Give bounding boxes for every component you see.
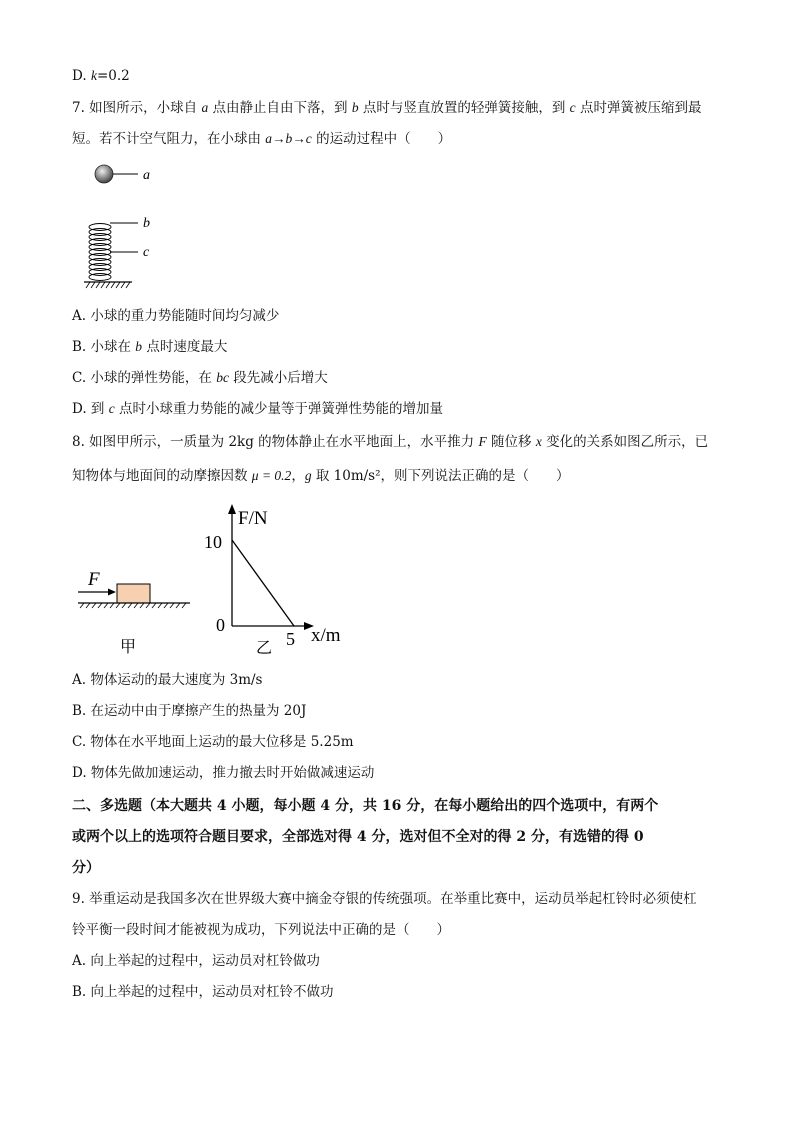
text: 取 10m/s²，则下列说法正确的是（ ） [311,468,570,484]
ball [95,165,113,183]
text: 段先减小后增大 [228,370,328,386]
text: C. 物体在水平地面上运动的最大位移是 5.25m [72,734,354,750]
text: B. 小球在 [72,339,136,355]
variable-g: g [304,468,312,483]
text: 点由静止自由下落，到 [208,100,352,116]
q8-stem-line1 [72,432,708,452]
variable-c: c [569,100,576,115]
label-c: c [143,245,150,260]
text: 二、多选题（本大题共 4 小题，每小题 4 分，共 16 分，在每小题给出的四个选项中，有两个 [72,798,659,814]
text: 7. 如图所示，小球自 [72,100,202,116]
section-heading-line1 [72,796,658,816]
figure-caption-jia: 甲 [120,637,137,656]
label-a: a [143,168,150,183]
text: 分） [72,860,100,876]
q7-option-c [72,368,328,388]
y-tick-label: 10 [204,532,222,552]
text: 随位移 [486,434,536,450]
y-axis-label: F/N [238,508,268,529]
x-axis-label: x/m [311,625,341,646]
text: 9. 举重运动是我国多次在世界级大赛中摘金夺银的传统强项。在举重比赛中，运动员举起杠铃时必须使杠 [72,891,697,907]
origin-label: 0 [216,615,225,635]
q8-option-c [72,732,354,752]
variable-a: a [201,100,209,115]
variable-k: k [90,68,97,83]
force-label: F [88,569,100,590]
section-heading-line2 [72,827,644,847]
motion-path: a→b→c [265,131,312,146]
text: 知物体与地面间的动摩擦因数 [72,468,252,484]
q7-stem-line1 [72,98,701,118]
q7-option-d [72,399,443,419]
x-tick-label: 5 [286,629,295,649]
text: A. 物体运动的最大速度为 3m/s [72,672,263,688]
option-value: =0.2 [96,68,130,84]
text: 点时与竖直放置的轻弹簧接触，到 [358,100,570,116]
force-displacement-chart [190,498,370,668]
text: 点时速度最大 [142,339,228,355]
text: C. 小球的弹性势能，在 [72,370,217,386]
option-prefix: D. [72,68,91,84]
ground-hatch [86,282,130,288]
option-d-previous [72,66,130,86]
force-arrowhead [108,589,116,596]
variable-x: x [535,434,542,449]
ground-hatch [80,603,186,608]
q7-option-a [72,306,279,326]
spring-ball-figure [80,160,180,295]
series-line [232,540,294,626]
q9-option-b [72,982,334,1002]
q9-option-a [72,951,320,971]
text: B. 向上举起的过程中，运动员对杠铃不做功 [72,984,334,1000]
text: B. 在运动中由于摩擦产生的热量为 20J [72,703,307,719]
q8-option-d [72,763,374,783]
text: D. 物体先做加速运动，推力撤去时开始做减速运动 [72,765,375,781]
text: 8. 如图甲所示，一质量为 2kg 的物体静止在水平地面上，水平推力 [72,434,479,450]
variable-c: c [108,401,115,416]
variable-b: b [351,100,359,115]
q8-option-b [72,701,306,721]
q8-option-a [72,670,263,690]
text: 短。若不计空气阻力，在小球由 [72,131,266,147]
text: 的运动过程中（ ） [311,131,452,147]
variable-b: b [135,339,143,354]
text: 或两个以上的选项符合题目要求，全部选对得 4 分，选对但不全对的得 2 分，有选错的得 0 [72,829,644,845]
block [117,584,150,603]
text: 铃平衡一段时间才能被视为成功，下列说法中正确的是（ ） [72,922,450,938]
figure-caption-yi: 乙 [256,638,273,657]
q7-stem-line2 [72,129,451,149]
q9-stem-line1 [72,889,697,909]
text: 点时弹簧被压缩到最 [575,100,702,116]
q9-stem-line2 [72,920,450,940]
label-b: b [143,216,150,231]
q7-option-b [72,337,227,357]
variable-f: F [478,434,487,449]
text: ， [291,468,305,484]
y-axis-arrowhead [228,504,236,514]
variable-bc: bc [216,370,229,385]
text: A. 向上举起的过程中，运动员对杠铃做功 [72,953,320,969]
text: 变化的关系如图乙所示，已 [541,434,709,450]
block-figure [74,565,194,660]
text: D. 到 [72,401,109,417]
text: A. 小球的重力势能随时间均匀减少 [72,308,280,324]
section-heading-line3 [72,858,100,878]
spring-coil [89,224,111,281]
friction-coefficient: μ = 0.2 [251,468,292,483]
text: 点时小球重力势能的减少量等于弹簧弹性势能的增加量 [114,401,444,417]
q8-stem-line2 [72,466,570,486]
